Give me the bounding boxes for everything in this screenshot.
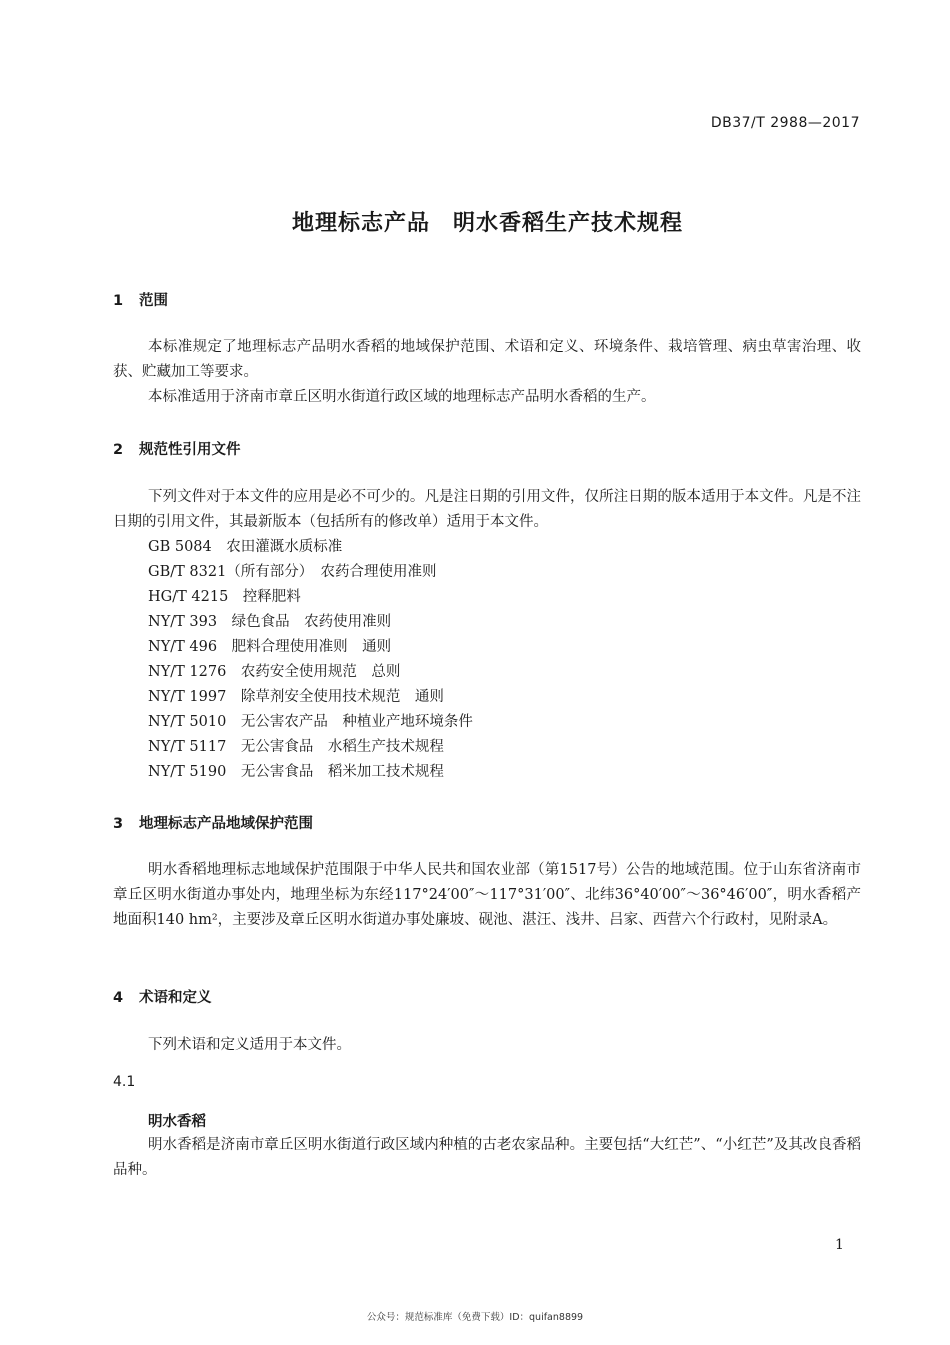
section-title: 范围 [139, 293, 168, 309]
reference-item: NY/T 1276 农药安全使用规范 总则 [148, 664, 401, 680]
reference-item: NY/T 1997 除草剂安全使用技术规范 通则 [148, 689, 444, 705]
section-number: 4 [113, 990, 124, 1006]
section-4-paragraph-1: 下列术语和定义适用于本文件。 [148, 1037, 351, 1053]
reference-item: NY/T 496 肥料合理使用准则 通则 [148, 639, 392, 655]
section-title: 规范性引用文件 [139, 442, 241, 458]
normative-references-list [148, 535, 748, 785]
reference-item: GB/T 8321（所有部分） 农药合理使用准则 [148, 564, 437, 580]
footer-watermark-text: 公众号：规范标准库（免费下载）ID：quifan8899 [366, 1312, 584, 1323]
subsection-4-1-number: 4.1 [113, 1074, 136, 1090]
section-1-paragraph-1: 本标准规定了地理标志产品明水香稻的地域保护范围、术语和定义、环境条件、栽培管理、病虫草害治理、收获、贮藏加工等要求。 [113, 339, 861, 380]
section-number: 2 [113, 442, 124, 458]
reference-item: GB 5084 农田灌溉水质标准 [148, 539, 343, 555]
term-definition: 明水香稻是济南市章丘区明水街道行政区域内种植的古老农家品种。主要包括“大红芒”、“小红芒”及其改良香稻品种。 [113, 1137, 861, 1178]
reference-item: HG/T 4215 控释肥料 [148, 589, 301, 605]
section-number: 1 [113, 293, 124, 309]
section-4-heading [113, 986, 212, 1007]
section-number: 3 [113, 816, 124, 832]
reference-item: NY/T 5190 无公害食品 稻米加工技术规程 [148, 764, 444, 780]
section-title: 地理标志产品地域保护范围 [139, 816, 313, 832]
section-3-paragraph-1: 明水香稻地理标志地域保护范围限于中华人民共和国农业部（第1517号）公告的地域范围。位于山东省济南市章丘区明水街道办事处内，地理坐标为东经117°24′00″～117°31′00″、北纬36°40′00″～36°46′00″，明水香稻产地面积140 hm²，主要涉及章丘区明水街道办事处廉坡、砚池、湛汪、浅井、吕家、西营六个行政村，见附录A。 [113, 862, 861, 928]
section-title: 术语和定义 [139, 990, 212, 1006]
section-3-heading [113, 812, 313, 833]
section-1-paragraph-2: 本标准适用于济南市章丘区明水街道行政区域的地理标志产品明水香稻的生产。 [148, 389, 656, 405]
standard-code: DB37/T 2988—2017 [710, 115, 860, 131]
section-2-paragraph-1: 下列文件对于本文件的应用是必不可少的。凡是注日期的引用文件，仅所注日期的版本适用于本文件。凡是不注日期的引用文件，其最新版本（包括所有的修改单）适用于本文件。 [113, 489, 861, 530]
document-title: 地理标志产品 明水香稻生产技术规程 [291, 211, 683, 236]
reference-item: NY/T 393 绿色食品 农药使用准则 [148, 614, 392, 630]
section-1-heading [113, 289, 168, 310]
page-number: 1 [835, 1237, 844, 1253]
reference-item: NY/T 5117 无公害食品 水稻生产技术规程 [148, 739, 444, 755]
term-name: 明水香稻 [148, 1114, 206, 1130]
reference-item: NY/T 5010 无公害农产品 种植业产地环境条件 [148, 714, 473, 730]
section-2-heading [113, 438, 241, 459]
